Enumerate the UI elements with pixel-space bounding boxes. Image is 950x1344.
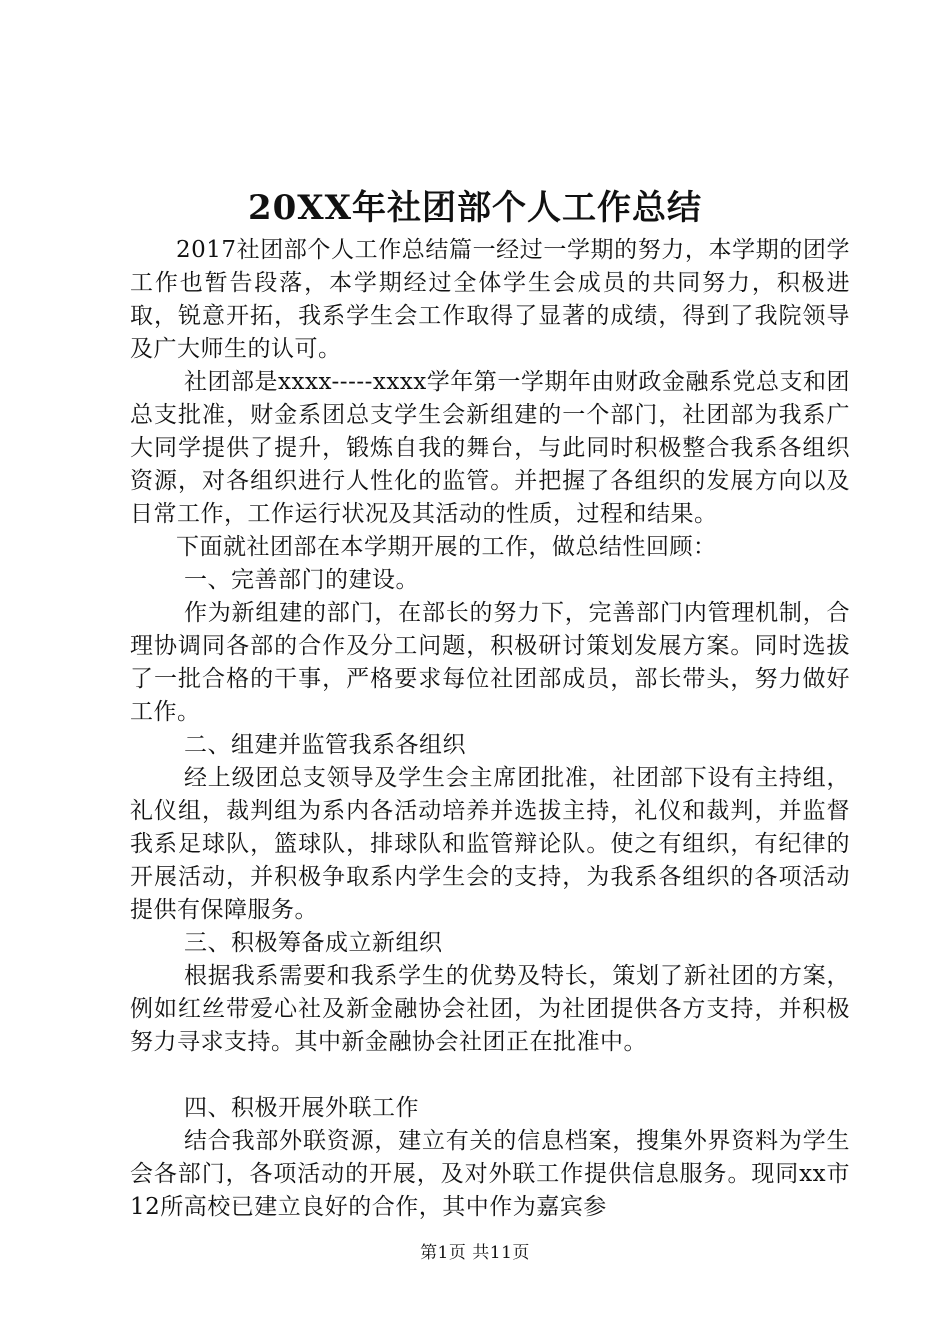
section-heading-1: 一、完善部门的建设。 [184, 567, 419, 593]
section-heading-4: 四、积极开展外联工作 [184, 1095, 419, 1121]
paragraph-section-2: 经上级团总支领导及学生会主席团批准，社团部下设有主持组，礼仪组，裁判组为系内各活动培养并选拔主持，礼仪和裁判，并监督我系足球队，篮球队，排球队和监管辩论队。使之有组织，有纪律的开展活动，并积极争取系内学生会的支持，为我系各组织的各项活动提供有保障服务。 [130, 765, 850, 923]
paragraph-intro: 2017社团部个人工作总结篇一经过一学期的努力，本学期的团学工作也暂告段落，本学期经过全体学生会成员的共同努力，积极进取，锐意开拓，我系学生会工作取得了显著的成绩，得到了我院领导及广大师生的认可。 [130, 237, 850, 362]
paragraph-section-4: 结合我部外联资源，建立有关的信息档案，搜集外界资料为学生会各部门，各项活动的开展，及对外联工作提供信息服务。现同xx市12所高校已建立良好的合作，其中作为嘉宾参 [130, 1128, 850, 1220]
document-body [130, 234, 850, 1224]
paragraph-section-1: 作为新组建的部门，在部长的努力下，完善部门内管理机制，合理协调同各部的合作及分工问题，积极研讨策划发展方案。同时选拔了一批合格的干事，严格要求每位社团部成员，部长带头，努力做好工作。 [130, 600, 850, 725]
paragraph-spacer [130, 1059, 850, 1092]
paragraph-department-intro: 社团部是xxxx-----xxxx学年第一学期年由财政金融系党总支和团总支批准，财金系团总支学生会新组建的一个部门，社团部为我系广大同学提供了提升，锻炼自我的舞台，与此同时积极整合我系各组织资源，对各组织进行人性化的监管。并把握了各组织的发展方向以及日常工作，工作运行状况及其活动的性质，过程和结果。 [130, 369, 850, 527]
paragraph-section-3: 根据我系需要和我系学生的优势及特长，策划了新社团的方案，例如红丝带爱心社及新金融协会社团，为社团提供各方支持，并积极努力寻求支持。其中新金融协会社团正在批准中。 [130, 963, 850, 1055]
paragraph-review-lead: 下面就社团部在本学期开展的工作，做总结性回顾： [176, 534, 717, 560]
section-heading-2: 二、组建并监管我系各组织 [184, 732, 466, 758]
document-title: 20XX年社团部个人工作总结 [247, 188, 703, 228]
section-heading-3: 三、积极筹备成立新组织 [184, 930, 443, 956]
page-number-footer: 第1页 共11页 [420, 1243, 530, 1263]
